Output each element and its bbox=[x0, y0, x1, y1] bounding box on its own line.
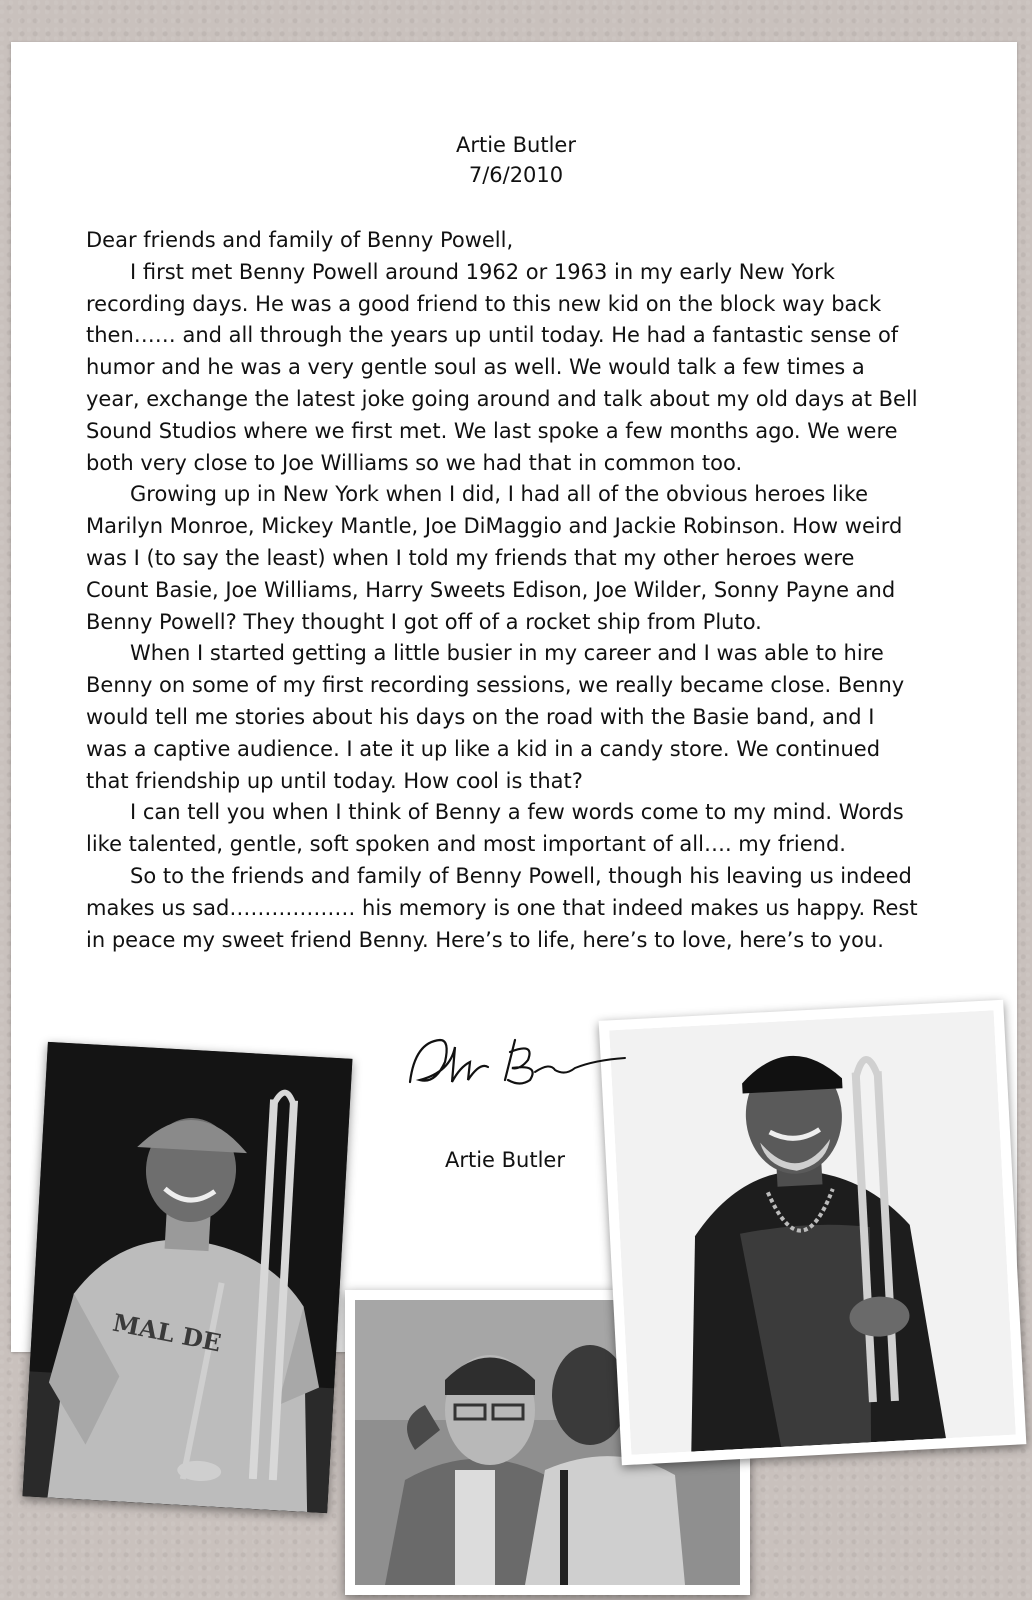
letter-body bbox=[86, 225, 921, 956]
letter-date: 7/6/2010 bbox=[468, 163, 564, 187]
paragraph: I first met Benny Powell around 1962 or 1963 in my early New York recording days. He was a good friend to this new kid on the block way back then…… and all through the years up until today. He had a fantastic sense of humor and he was a very gentle soul as well. We would talk a few times a year, exchange the latest joke going around and talk about my old days at Bell Sound Studios where we first met. We last spoke a few months ago. We were both very close to Joe Williams so we had that in common too. bbox=[86, 259, 918, 475]
signer-name: Artie Butler bbox=[444, 1148, 565, 1172]
paragraph: So to the friends and family of Benny Powell, though his leaving us indeed makes us sad……………… his memory is one that indeed makes us happy. Rest in peace my sweet friend Benny. Here’s to life, here’s to love, here’s to you. bbox=[86, 863, 918, 952]
paragraph: When I started getting a little busier in my career and I was able to hire Benny on some of my first recording sessions, we really became close. Benny would tell me stories about his days on the road with the Basie band, and I was a captive audience. I ate it up like a kid in a candy store. We continued that friendship up until today. How cool is that? bbox=[86, 641, 905, 793]
paragraph: Growing up in New York when I did, I had all of the obvious heroes like Marilyn Monroe, Mickey Mantle, Joe DiMaggio and Jackie Robinson. How weird was I (to say the least) when I told my friends that my other heroes were Count Basie, Joe Williams, Harry Sweets Edison, Joe Wilder, Sonny Payne and Benny Powell? They thought I got off of a rocket ship from Pluto. bbox=[86, 482, 903, 634]
shirt-text: MAL DE bbox=[110, 1307, 224, 1358]
paragraph: I can tell you when I think of Benny a few words come to my mind. Words like talented, gentle, soft spoken and most important of all…. my friend. bbox=[86, 800, 904, 857]
author-name: Artie Butler bbox=[455, 133, 576, 157]
photo-benny-powell-kufi bbox=[599, 1000, 1027, 1466]
letter-header bbox=[0, 130, 1032, 190]
photo-benny-powell-cap bbox=[23, 1042, 353, 1513]
handwritten-signature bbox=[400, 1032, 640, 1092]
salutation: Dear friends and family of Benny Powell, bbox=[86, 228, 514, 252]
